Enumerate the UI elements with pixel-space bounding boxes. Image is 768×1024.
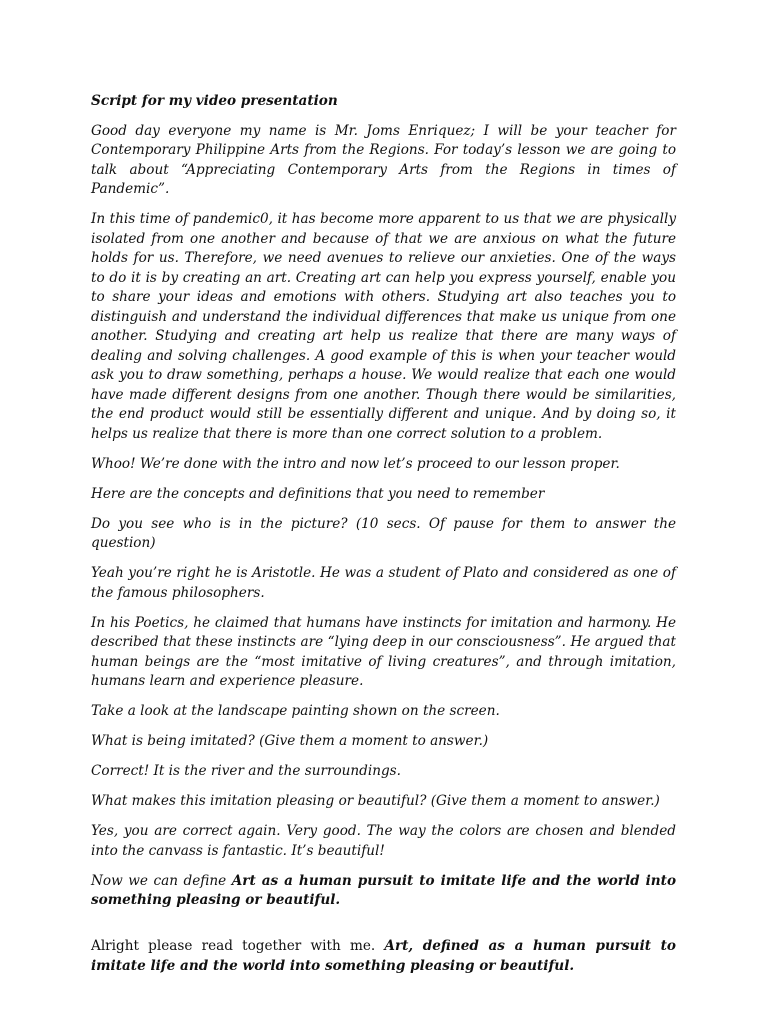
paragraph-picture-question: Do you see who is in the picture? (10 secs. Of pause for them to answer the question) [91,515,676,551]
paragraph-pandemic: In this time of pandemic0, it has become more apparent to us that we are physically isolated from one another and because of that we are anxious on what the future holds for us. Therefore, we need avenues to relieve our anxieties. One of the ways to do it is by creating an art. Creating art can help you express yourself, enable you to share your ideas and emotions with others. Studying art also teaches you to distinguish and understand the individual differences that make us unique from one another. Studying and creating art help us realize that there are many ways of dealing and solving challenges. A good example of this is when your teacher would ask you to draw something, perhaps a house. We would realize that each one would have made different designs from one another. Though there would be similarities, the end product would still be essentially different and unique. And by doing so, it helps us realize that there is more than one correct solution to a problem. [91,211,676,442]
paragraph-beautiful-question: What makes this imitation pleasing or beautiful? (Give them a moment to answer.) [91,793,660,809]
paragraph-aristotle: Yeah you’re right he is Aristotle. He was a student of Plato and considered as one of the famous philosophers. [91,565,676,601]
read-intro-text: Alright please read together with me. [91,938,385,954]
paragraph-river: Correct! It is the river and the surroundings. [91,763,401,779]
document-title: Script for my video presentation [91,93,338,109]
paragraph-read-together [91,937,676,976]
read-bold-text: Art, defined as a human pursuit to imitate life and the world into something pleasing or beautiful. [91,938,676,974]
paragraph-poetics: In his Poetics, he claimed that humans have instincts for imitation and harmony. He described that these instincts are “lying deep in our consciousness”. He argued that human beings are the “most imitative of living creatures”, and through imitation, humans learn and experience pleasure. [91,614,676,689]
define-bold-text: Art as a human pursuit to imitate life and the world into something pleasing or beautiful. [91,872,677,908]
define-intro-text: Now we can define [91,872,232,889]
paragraph-greeting: Good day everyone my name is Mr. Joms Enriquez; I will be your teacher for Contemporary Philippine Arts from the Regions. For today’s lesson we are going to talk about “Appreciating Contemporary Arts from the Regions in times of Pandemic”. [91,122,676,197]
paragraph-colors: Yes, you are correct again. Very good. The way the colors are chosen and blended into the canvass is fantastic. It’s beautiful! [91,823,676,859]
paragraph-spacer [91,921,676,937]
paragraph-intro-done: Whoo! We’re done with the intro and now let’s proceed to our lesson proper. [91,455,620,472]
paragraph-define [91,872,676,911]
paragraph-concepts: Here are the concepts and definitions that you need to remember [91,485,545,502]
paragraph-imitated-question: What is being imitated? (Give them a moment to answer.) [91,733,489,749]
paragraph-landscape: Take a look at the landscape painting shown on the screen. [91,703,500,719]
